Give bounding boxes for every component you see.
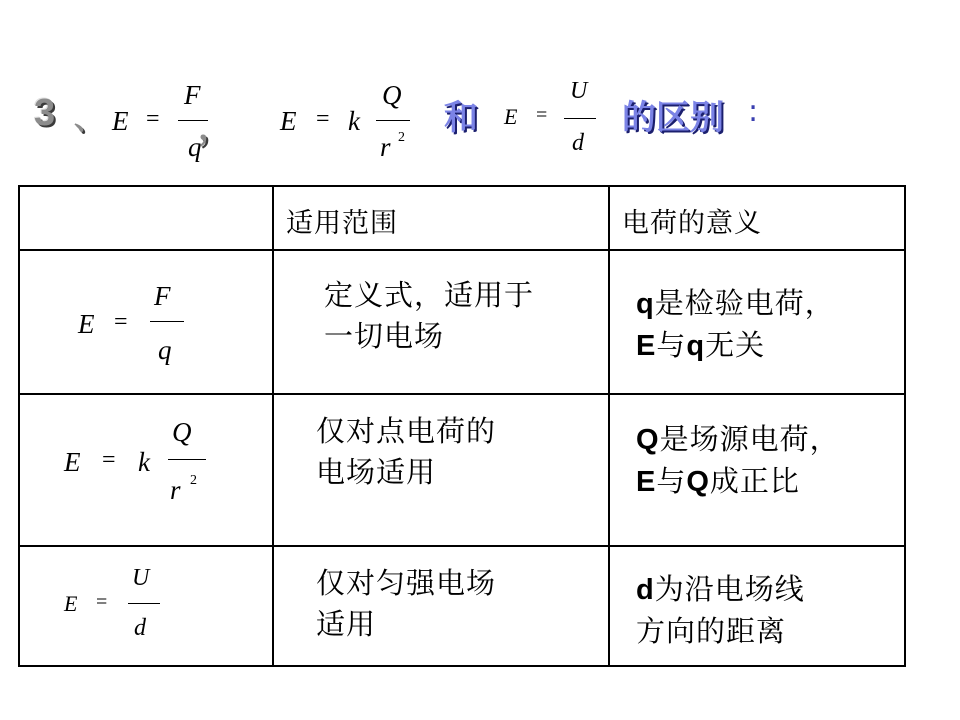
meaning-text: q是检验电荷， E与q无关 <box>636 286 835 362</box>
table-header-row <box>19 186 905 250</box>
fraction-bar <box>564 118 596 119</box>
title-number: 3 <box>34 92 56 134</box>
formula-denominator: d <box>572 130 584 156</box>
header-meaning-label: 电荷的意义 <box>622 208 762 239</box>
formula-eq: = <box>536 104 548 126</box>
row-formula-field-definition <box>78 279 198 379</box>
formula-eq: = <box>316 106 330 132</box>
formula-denominator: r <box>380 132 391 162</box>
formula-constant: k <box>348 106 360 136</box>
title-suffix: 的区别 <box>622 98 724 138</box>
title-formula-field-definition <box>108 78 208 168</box>
scope-cell <box>273 546 609 666</box>
table-row <box>19 546 905 666</box>
header-cell-meaning <box>609 186 905 250</box>
comparison-table <box>18 185 906 667</box>
formula-lhs: E <box>64 447 81 477</box>
title-and: 和 <box>444 98 478 138</box>
formula-eq: = <box>146 106 160 132</box>
formula-cell <box>19 546 273 666</box>
meaning-text: d为沿电场线 方向的距离 <box>636 572 805 648</box>
title-colon: : <box>748 94 759 129</box>
formula-numerator: F <box>154 281 171 311</box>
formula-cell <box>19 250 273 394</box>
title-formula-point-charge <box>278 78 418 168</box>
formula-constant: k <box>138 447 150 477</box>
fraction-bar <box>150 321 184 322</box>
formula-denominator: q <box>158 335 172 365</box>
formula-eq: = <box>114 309 128 335</box>
row-formula-point-charge <box>64 413 224 523</box>
formula-lhs: E <box>112 106 129 136</box>
title-formula-uniform-field <box>502 76 612 166</box>
title-separator: 、 <box>74 102 104 137</box>
formula-numerator: U <box>570 78 588 104</box>
formula-eq: = <box>96 591 108 613</box>
header-cell-scope <box>273 186 609 250</box>
formula-exponent: 2 <box>398 130 405 145</box>
fraction-bar <box>128 603 160 604</box>
formula-numerator: Q <box>382 80 402 110</box>
meaning-text: Q是场源电荷， E与Q成正比 <box>636 422 840 498</box>
table-row <box>19 250 905 394</box>
formula-eq: = <box>102 447 116 473</box>
title-comma: ， <box>198 108 232 148</box>
formula-numerator: U <box>132 565 150 591</box>
fraction-bar <box>168 459 206 460</box>
scope-cell <box>273 394 609 546</box>
scope-text: 仅对点电荷的 电场适用 <box>316 414 497 489</box>
header-cell-empty <box>19 186 273 250</box>
formula-lhs: E <box>78 309 95 339</box>
meaning-cell <box>609 546 905 666</box>
formula-numerator: Q <box>172 417 192 447</box>
scope-text: 定义式，适用于 一切电场 <box>324 278 535 353</box>
formula-exponent: 2 <box>190 473 197 488</box>
formula-denominator: r <box>170 475 181 505</box>
formula-numerator: F <box>184 80 201 110</box>
row-formula-uniform-field <box>64 561 184 661</box>
formula-lhs: E <box>280 106 297 136</box>
table-row <box>19 394 905 546</box>
formula-lhs: E <box>504 104 518 129</box>
scope-cell <box>273 250 609 394</box>
meaning-cell <box>609 394 905 546</box>
header-scope-label: 适用范围 <box>286 208 398 239</box>
formula-cell <box>19 394 273 546</box>
fraction-bar <box>376 120 410 121</box>
formula-lhs: E <box>64 591 78 616</box>
meaning-cell <box>609 250 905 394</box>
scope-text: 仅对匀强电场 适用 <box>316 566 497 641</box>
formula-denominator: q <box>188 132 202 162</box>
formula-denominator: d <box>134 615 146 641</box>
